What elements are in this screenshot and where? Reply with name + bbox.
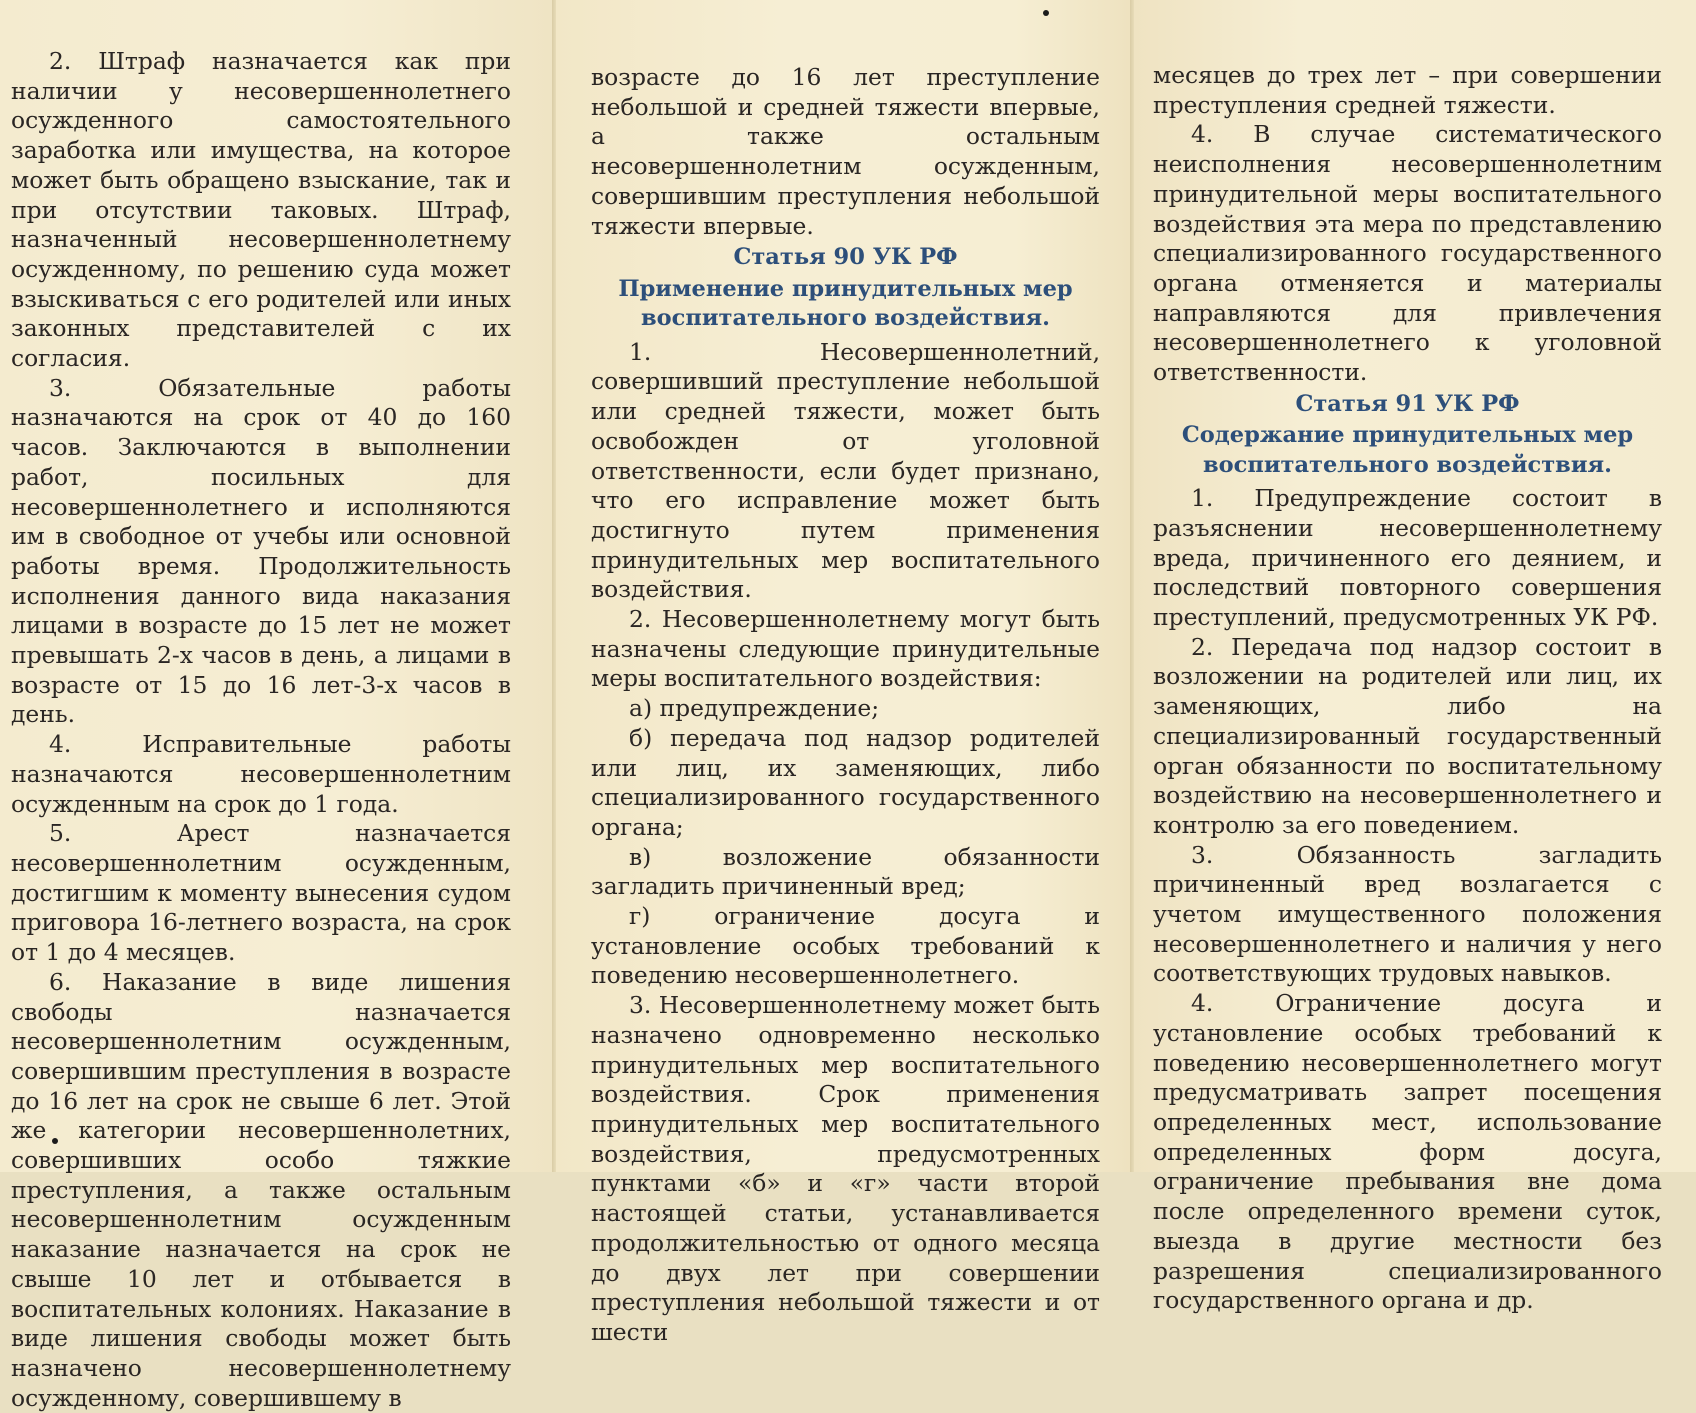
paragraph-fine: 2. Штраф назначается как при наличии у несовершеннолетнего осужденного самостоятельного заработка или имущества, на которое может быть обращено взыскание, так и при отсутствии таковых. Штраф, назначенный несовершеннолетнему осужденному, по решению суда может взыскиваться с его родителей или иных законных представителей с их согласия. bbox=[11, 47, 511, 373]
article-91-title: Содержание принудительных мер воспитательного воздействия. bbox=[1181, 422, 1634, 478]
list-item-g: г) ограничение досуга и установление особых требований к поведению несовершеннолетнего. bbox=[591, 902, 1100, 990]
list-item-v: в) возложение обязанности загладить причиненный вред; bbox=[591, 842, 1100, 901]
paragraph-compulsory-work: 3. Обязательные работы назначаются на срок от 40 до 160 часов. Заключаются в выполнении работ, посильных для несовершеннолетнего и исполняются им в свободное от учебы или основной работы время. Продолжительность исполнения данного вида наказания лицами в возрасте до 15 лет не может превышать 2-х часов в день, а лицами в возрасте от 15 до 16 лет-3-х часов в день. bbox=[11, 373, 511, 729]
column-right bbox=[1153, 61, 1662, 1316]
continuation-text: возрасте до 16 лет преступление небольшой и средней тяжести впервые, а также остальным несовершеннолетним осужденным, совершившим преступления небольшой тяжести впервые. bbox=[591, 63, 1100, 240]
article-91-paragraph-1: 1. Предупреждение состоит в разъяснении несовершеннолетнему вреда, причиненного его деянием, и последствий повторного совершения преступлений, предусмотренных УК РФ. bbox=[1153, 484, 1662, 632]
article-90-paragraph-3: 3. Несовершеннолетнему может быть назначено одновременно несколько принудительных мер воспитательного воздействия. Срок применения принудительных мер воспитательного воздействия, предусмотренных пунктами «б» и «г» части второй настоящей статьи, устанавливается продолжительностью от одного месяца до двух лет при совершении преступления небольшой тяжести и от шести bbox=[591, 991, 1100, 1346]
column-middle bbox=[591, 63, 1100, 1348]
paragraph-arrest: 5. Арест назначается несовершеннолетним осужденным, достигшим к моменту вынесения судом приговора 16-летнего возраста, на срок от 1 до 4 месяцев. bbox=[11, 819, 511, 967]
print-dot bbox=[1043, 10, 1049, 16]
list-item-a: а) предупреждение; bbox=[629, 694, 880, 723]
article-91-paragraph-2: 2. Передача под надзор состоит в возложении на родителей или лиц, их заменяющих, либо на специализированный государственный орган обязанности по воспитательному воздействию на несовершеннолетнего и контролю за его поведением. bbox=[1153, 632, 1662, 839]
list-item-b: б) передача под надзор родителей или лиц, их заменяющих, либо специализированного государственного органа; bbox=[591, 723, 1100, 841]
article-90-paragraph-2: 2. Несовершеннолетнему могут быть назначены следующие принудительные меры воспитательного воздействия: bbox=[591, 605, 1100, 693]
column-left bbox=[11, 47, 511, 1413]
paragraph-correctional-work: 4. Исправительные работы назначаются несовершеннолетним осужденным на срок до 1 года. bbox=[11, 730, 511, 818]
article-91-paragraph-3: 3. Обязанность загладить причиненный вред возлагается с учетом имущественного положения несовершеннолетнего и наличия у него соответствующих трудовых навыков. bbox=[1153, 840, 1662, 988]
article-90-paragraph-1: 1. Несовершеннолетний, совершивший преступление небольшой или средней тяжести, может быть освобожден от уголовной ответственности, если будет признано, что его исправление может быть достигнуто путем применения принудительных мер воспитательного воздействия. bbox=[591, 337, 1100, 604]
article-91-heading: Статья 91 УК РФ bbox=[1295, 390, 1520, 417]
article-90-title: Применение принудительных мер воспитательного воздействия. bbox=[618, 275, 1073, 332]
article-90-paragraph-4: 4. В случае систематического неисполнения несовершеннолетним принудительной меры воспитательного воздействия эта мера по представлению специализированного государственного органа отменяется и материалы направляются для привлечения несовершеннолетнего к уголовной ответственности. bbox=[1153, 120, 1662, 387]
paragraph-imprisonment: 6. Наказание в виде лишения свободы назначается несовершеннолетним осужденным, совершившим преступления в возрасте до 16 лет на срок не свыше 6 лет. Этой же категории несовершеннолетних, совершивших особо тяжкие преступления, а также остальным несовершеннолетним осужденным наказание назначается на срок не свыше 10 лет и отбывается в воспитательных колониях. Наказание в виде лишения свободы может быть назначено несовершеннолетнему осужденному, совершившему в bbox=[11, 967, 511, 1412]
article-90-heading: Статья 90 УК РФ bbox=[733, 244, 958, 271]
article-91-paragraph-4: 4. Ограничение досуга и установление особых требований к поведению несовершеннолетнего могут предусматривать запрет посещения определенных мест, использование определенных форм досуга, ограничение пребывания вне дома после определенного времени суток, выезда в другие местности без разрешения специализированного государственного органа и др. bbox=[1153, 989, 1662, 1315]
continuation-text: месяцев до трех лет – при совершении преступления средней тяжести. bbox=[1153, 61, 1662, 119]
